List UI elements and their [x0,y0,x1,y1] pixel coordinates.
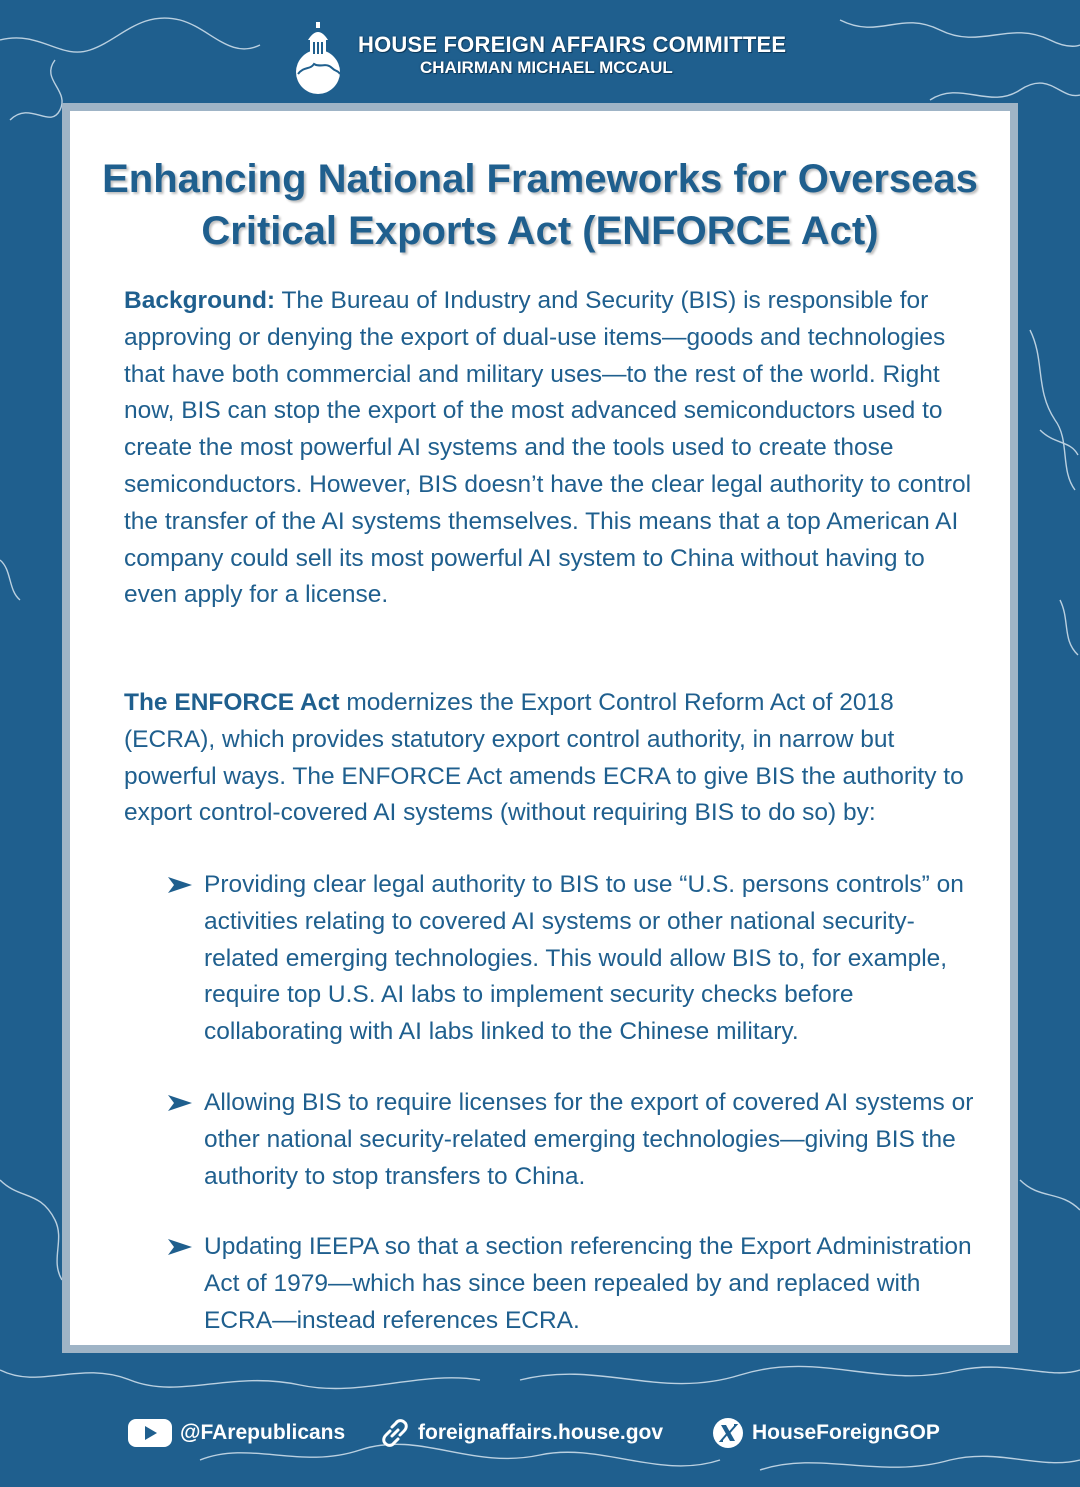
x-handle: HouseForeignGOP [752,1421,940,1444]
x-link[interactable] [712,1410,940,1456]
x-logo-icon [712,1417,744,1449]
committee-name: HOUSE FOREIGN AFFAIRS COMMITTEE [358,32,787,57]
bullet-text: Providing clear legal authority to BIS to use “U.S. persons controls” on activities relating to covered AI systems or other national security-related emerging technologies. This would allow BIS to, for example, require top U.S. AI labs to implement security checks before collaborating with AI labs linked to the Chinese military. [204,871,964,1046]
youtube-icon [128,1417,172,1449]
enforce-paragraph [124,685,974,832]
background-paragraph [124,283,974,614]
document-title [70,153,1010,257]
background-label: Background: [124,287,276,314]
provisions-list [166,867,986,1340]
arrow-bullet-icon [166,1094,194,1112]
fact-sheet-card [62,103,1018,1353]
youtube-handle: @FArepublicans [180,1421,346,1444]
arrow-bullet-icon [166,1238,194,1256]
capitol-logo-icon [280,22,358,94]
website-url: foreignaffairs.house.gov [418,1421,664,1444]
title-line-1: Enhancing National Frameworks for Overseas [102,157,978,201]
chairman-name: CHAIRMAN MICHAEL MCCAUL [420,58,673,77]
committee-header [280,22,840,102]
bullet-text: Updating IEEPA so that a section referencing the Export Administration Act of 1979—which has since been repealed by and replaced with ECRA—instead references ECRA. [204,1233,972,1334]
link-icon [380,1418,410,1448]
bullet-text: Allowing BIS to require licenses for the export of covered AI systems or other national security-related emerging technologies—giving BIS the authority to stop transfers to China. [204,1088,974,1190]
website-link[interactable] [380,1410,663,1456]
enforce-label: The ENFORCE Act [124,689,340,716]
title-line-2: Critical Exports Act (ENFORCE Act) [201,209,879,253]
background-text: The Bureau of Industry and Security (BIS) is responsible for approving or denying the export of dual-use items—goods and technologies that have both commercial and military uses—to the rest of the world. Right now, BIS can stop the export of the most advanced semiconductors used to create the most powerful AI systems and the tools used to create those semiconductors. However, BIS doesn’t have the clear legal authority to control the transfer of the AI systems themselves. This means that a top American AI company could sell its most powerful AI system to China without having to even apply for a license. [124,287,972,609]
arrow-bullet-icon [166,876,194,894]
enforce-text: modernizes the Export Control Reform Act of 2018 (ECRA), which provides statutory export control authority, in narrow but powerful ways. The ENFORCE Act amends ECRA to give BIS the authority to export control-covered AI systems (without requiring BIS to do so) by: [124,689,964,827]
list-item [166,867,986,1051]
youtube-link[interactable] [128,1410,345,1456]
social-footer [0,1410,1080,1456]
list-item [166,1085,986,1195]
list-item [166,1229,986,1339]
